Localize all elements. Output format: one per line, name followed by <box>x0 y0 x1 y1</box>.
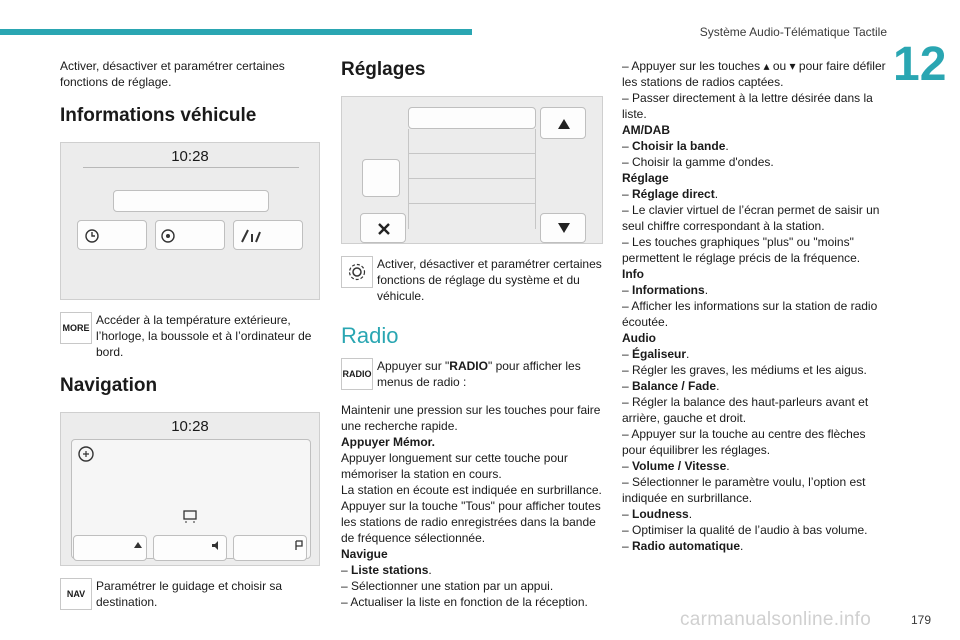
item-bass-treble: – Régler les graves, les médiums et les aigus. <box>622 363 867 377</box>
trip-computer-button <box>233 220 303 250</box>
settings-row <box>341 256 605 304</box>
item-informations: – Informations. <box>622 283 709 297</box>
item-scroll: – Appuyer sur les touches ▴ ou ▾ pour faire défiler les stations de radios captées. <box>622 59 886 89</box>
clock-button <box>77 220 147 250</box>
label-amdab: AM/DAB <box>622 123 670 137</box>
close-icon <box>361 214 407 244</box>
settings-screen <box>341 96 603 244</box>
triangle-down-icon: ▾ <box>789 59 796 73</box>
item-center-key: – Appuyer sur la touche au centre des flèches pour équilibrer les réglages. <box>622 427 866 457</box>
station-field <box>408 107 536 129</box>
trip-computer-icon <box>234 221 304 251</box>
label-navigue: Navigue <box>341 547 388 561</box>
para-all: Appuyer sur la touche "Tous" pour afficher toutes les stations de radio enregistrées dans la bande de fréquence sélectionnée. <box>341 499 601 545</box>
station-list <box>408 129 536 229</box>
para-fast-search: Maintenir une pression sur les touches pour faire une recherche rapide. <box>341 403 601 433</box>
item-station-info: – Afficher les informations sur la station de radio écoutée. <box>622 299 878 329</box>
nav-text: Paramétrer le guidage et choisir sa destination. <box>96 579 283 609</box>
nav-row <box>60 578 322 612</box>
item-balance-fade: – Balance / Fade. <box>622 379 720 393</box>
item-loudness: – Loudness. <box>622 507 693 521</box>
item-plus-minus: – Les touches graphiques "plus" ou "moins" permettent le réglage précis de la fréquence. <box>622 235 861 265</box>
intro-text: Activer, désactiver et paramétrer certaines fonctions de réglage. <box>60 59 285 89</box>
header-accent-bar <box>0 29 472 35</box>
triangle-up-icon: ▴ <box>763 59 770 73</box>
item-select-param: – Sélectionner le paramètre voulu, l’option est indiquée en surbrillance. <box>622 475 866 505</box>
label-reglage: Réglage <box>622 171 669 185</box>
radio-text: Appuyer sur "RADIO" pour afficher les menus de radio : <box>377 359 581 389</box>
item-auto-radio: – Radio automatique. <box>622 539 744 553</box>
triangle-up-icon <box>541 108 587 140</box>
scroll-up-button <box>540 107 586 139</box>
close-button <box>360 213 406 243</box>
nav-badge: NAV <box>60 578 92 610</box>
settings-text: Activer, désactiver et paramétrer certaines fonctions de réglage du système et du véhicule. <box>377 257 602 303</box>
flag-icon <box>234 536 308 562</box>
item-station-list: – Liste stations. <box>341 563 432 577</box>
divider <box>83 167 299 168</box>
watermark: carmanualsonline.info <box>680 609 872 630</box>
page-number: 179 <box>910 613 931 627</box>
heading-radio: Radio <box>341 323 399 348</box>
item-wave-range: – Choisir la gamme d'ondes. <box>622 155 774 169</box>
column-3 <box>622 58 886 554</box>
label-memo: Appuyer Mémor. <box>341 435 436 449</box>
label-audio: Audio <box>622 331 656 345</box>
page-header-title: Système Audio-Télématique Tactile <box>699 25 887 39</box>
item-band: – Choisir la bande. <box>622 139 729 153</box>
radio-badge: RADIO <box>341 358 373 390</box>
item-equalizer: – Égaliseur. <box>622 347 690 361</box>
item-volume-speed: – Volume / Vitesse. <box>622 459 730 473</box>
clock-display: 10:28 <box>171 418 209 435</box>
item-low-volume: – Optimiser la qualité de l’audio à bas volume. <box>622 523 868 537</box>
column-2 <box>341 58 605 610</box>
triangle-down-icon <box>541 214 587 244</box>
item-letter: – Passer directement à la lettre désirée dans la liste. <box>622 91 873 121</box>
vehicle-icon <box>182 508 198 524</box>
clock-icon <box>78 221 148 251</box>
side-button <box>362 159 400 197</box>
item-direct-tuning: – Réglage direct. <box>622 187 719 201</box>
item-keyboard: – Le clavier virtuel de l’écran permet de saisir un seul chiffre correspondant à la station. <box>622 203 880 233</box>
speaker-icon <box>154 536 228 562</box>
more-row <box>60 312 322 360</box>
column-1 <box>60 58 322 612</box>
gear-icon <box>346 261 368 283</box>
item-select-station: – Sélectionner une station par un appui. <box>341 579 554 593</box>
search-icon <box>76 444 98 466</box>
item-balance-desc: – Régler la balance des haut-parleurs avant et arrière, gauche et droit. <box>622 395 869 425</box>
info-field <box>113 190 269 212</box>
vehicle-info-screen <box>60 142 320 300</box>
more-text: Accéder à la température extérieure, l’horloge, la boussole et à l’ordinateur de bord. <box>96 313 312 359</box>
clock-display: 10:28 <box>171 148 209 165</box>
settings-badge <box>341 256 373 288</box>
nav-route-button <box>73 535 147 561</box>
chapter-number: 12 <box>893 38 947 91</box>
radio-row <box>341 358 605 392</box>
compass-button <box>155 220 225 250</box>
nav-audio-button <box>153 535 227 561</box>
heading-vehicle-info: Informations véhicule <box>60 105 257 126</box>
more-badge: MORE <box>60 312 92 344</box>
para-highlight: La station en écoute est indiquée en surbrillance. <box>341 483 602 497</box>
arrow-up-icon <box>74 536 148 562</box>
heading-navigation: Navigation <box>60 375 158 396</box>
item-refresh-list: – Actualiser la liste en fonction de la réception. <box>341 595 588 609</box>
nav-flag-button <box>233 535 307 561</box>
navigation-screen <box>60 412 320 566</box>
scroll-down-button <box>540 213 586 243</box>
compass-icon <box>156 221 226 251</box>
para-memo: Appuyer longuement sur cette touche pour mémoriser la station en cours. <box>341 451 568 481</box>
heading-settings: Réglages <box>341 59 426 80</box>
label-info: Info <box>622 267 644 281</box>
